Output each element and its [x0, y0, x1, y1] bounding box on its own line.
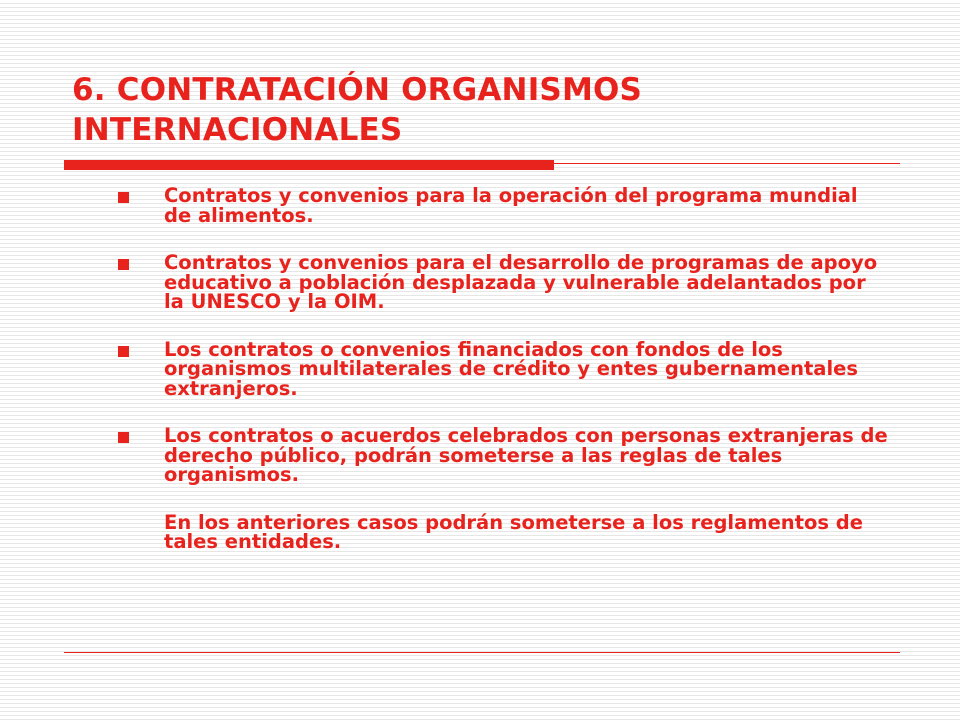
- bullet-text: Contratos y convenios para la operación del programa mundial de alimentos.: [164, 184, 858, 227]
- bullet-text: Contratos y convenios para el desarrollo de programas de apoyo educativo a población desplazada y vulnerable adelantados por la UNESCO y la OIM.: [164, 251, 878, 313]
- square-bullet-icon: [118, 346, 129, 357]
- bottom-rule: [64, 652, 900, 653]
- note-text: En los anteriores casos podrán someterse a los reglamentos de tales entidades.: [164, 510, 863, 553]
- bullet-item: [118, 253, 888, 312]
- bullet-text: Los contratos o acuerdos celebrados con personas extranjeras de derecho público, podrán someterse a las reglas de tales organismos.: [164, 424, 888, 486]
- slide-title: 6. CONTRATACIÓN ORGANISMOS INTERNACIONALES: [72, 72, 643, 148]
- square-bullet-icon: [118, 432, 129, 443]
- bullet-list: [118, 186, 888, 552]
- title-underline-bar: [64, 160, 554, 170]
- bullet-item: [118, 426, 888, 485]
- bullet-item: [118, 186, 888, 225]
- square-bullet-icon: [118, 259, 129, 270]
- bullet-text: Los contratos o convenios financiados con fondos de los organismos multilaterales de crédito y entes gubernamentales extranjeros.: [164, 337, 858, 400]
- note-item: [118, 510, 888, 553]
- bullet-item: [118, 337, 888, 400]
- title-underline-rule: [554, 163, 900, 164]
- square-bullet-icon: [118, 192, 129, 203]
